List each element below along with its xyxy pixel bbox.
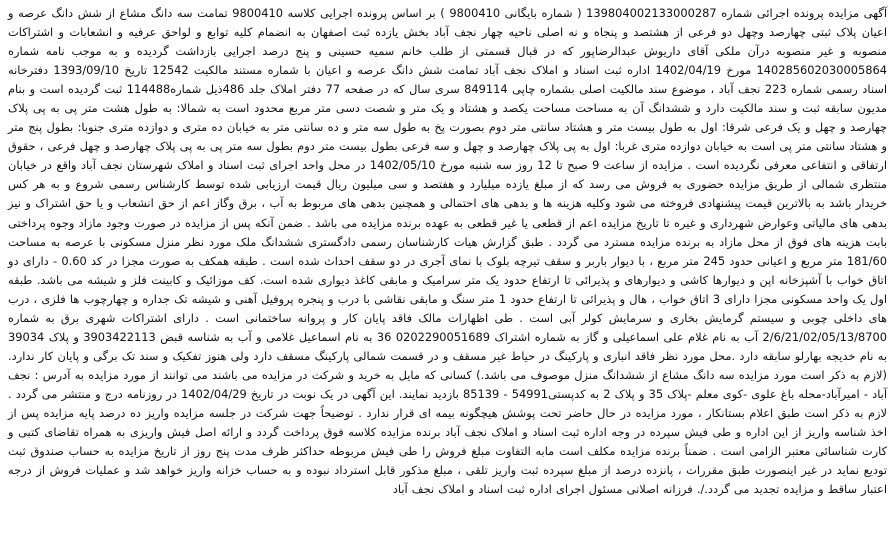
auction-notice-text: آگهی مزایده پرونده اجرائی شماره 139804002133000287 ( شماره بایگانی 9800410 ) بر اساس پرونده اجرایی کلاسه 9800410 تمامت سه دانگ مشاع از شش دانگ عرصه و اعیان پلاک ثبتی چهارصد وچهل دو فرعی از هشتصد و پنجاه و نه اصلی ناحیه چهار نجف آباد بخش یازده ثبت اصفهان به انضمام کلیه توابع و لواحق عرفیه و انشعابات و اشتراکات منصوبه و غیر منصوبه درآن ملکی آقای داریوش عبدالرضاپور که در قبال قسمتی از طلب خانم سمیه حسینی و پنج درصد اجرایی بازداشت گردیده و به موجب نامه شماره 14028560203000586‌4 مورخ 1402/04/19 اداره ثبت اسناد و املاک نجف آباد تمامت شش دانگ عرصه و اعیان با شماره مستند مالکیت 12542 تاریخ 1393/09/10 دفترخانه اسناد رسمی شماره 223 نجف آباد ، موضوع سند مالکیت اصلی بشماره چاپی 849114 سری سال که در صفحه 77 دفتر املاک جلد 486ذیل شماره114488 ثبت گردیده است و بنام مدیون سابقه ثبت و سند مالکیت دارد و ششدانگ آن به مساحت مساحت یکصد و هشتاد و یک متر و شصت دسی متر مربع محدود است به شمالا: به طول هشت متر پی به پی پلاک چهارصد و چهل و یک فرعی شرقا: اول به طول بیست متر و هشتاد سانتی متر دوم بصورت پخ به طول سه متر و ده سانتی متر به خیابان ده متری و دوازده متری جنوبا: بطول پنج متر و هشتاد سانتی متر پی است به خیابان دوازده متری غربا: اول به پی پلاک چهارصد و چهل و سه فرعی بطول بیست متر دوم بطول سه متر پی به پی پلاک چهارصد و چهل فرعی ، حقوق ارتفاقی و انتفاعی معرفی نگردیده است . مزایده از ساعت 9 صبح تا 12 روز سه شنبه مورخ 1402/05/10 در محل واحد اجرای ثبت اسناد و املاک شهرستان نجف آباد واقع در خیابان منتظری شمالی از طریق مزایده حضوری به فروش می رسد که از مبلغ یازده میلیارد و هفتصد و سی میلیون ریال قیمت ارزیابی شده توسط کارشناس رسمی شروع و به هر کس خریدار باشد به بالاترین قیمت پیشنهادی فروخته می شود وکلیه هزینه ها و بدهی های احتمالی و همچنین بدهی های مربوط به آب ، برق وگاز اعم از حق انشعاب و یا حق اشتراک و نیز بدهی های مالیاتی وعوارض شهرداری و غیره تا تاریخ مزایده اعم از قطعی یا غیر قطعی به عهده برنده مزایده می باشد . ضمن آنکه پس از مزایده در صورت وجود مازاد وجوه پرداختی بابت هزینه های فوق از محل مازاد به برنده مزایده مسترد می گردد . طبق گزارش هیات کارشناسان رسمی دادگستری ششدانگ ملک مورد نظر منزل مسکونی با عرصه به مساحت 181/60 متر مربع و اعیانی حدود 245 متر مربع ، با دیوار باربر و سقف تیرچه بلوک با نمای آجری در دو سقف احداث شده است . طبقه همکف به صورت مجزا در کد 0.60 - دارای دو اتاق خواب با آشپزخانه اپن و دیوارها کاشی و دیوارهای و پذیرائی تا ارتفاع حدود یک متر سرامیک و مابقی کاغذ دیواری شده است. کف موزائیک و کابینت فلز و شیشه می باشد. طبقه اول یک واحد مسکونی مجزا دارای 3 اتاق خواب ، هال و پذیرائی تا ارتفاع حدود 1 متر سنگ و مابقی نقاشی با درب و پنجره پروفیل آهنی و شیشه تک جداره و چهارچوب ها فلزی ، درب های داخلی چوبی و سیستم گرمایش بخاری و سرمایش کولر آبی است . طی اظهارات مالک فاقد پایان کار و پروانه ساختمانی است . دارای اشتراکات شهری برق به شماره 2/6/21/02/05/13/8700 آب به نام غلام علی اسماعیلی و گاز به شماره اشتراک 0202290051689 36 به نام اسماعیل غلامی و آب به شناسه قبض 3903422113 و پلاک 39034 به نام خدیجه بهارلو سابقه دارد .محل مورد نظر فاقد انباری و پارکینگ در حیاط غیر مسقف و در قسمت شمالی پارکینگ مسقف دارد ولی هنوز تفکیک و سند تک برگی و پایان کار ندارد.(لازم به ذکر است مورد مزایده سه دانگ مشاع از ششدانگ منزل موصوف می باشد.) کسانی که مایل به خرید و شرکت در مزایده می باشند می توانند از مورد مزایده به آدرس : نجف آباد - امیرآباد-محله باغ علوی -کوی معلم -پلاک 35 و پلاک 2 به کدپستی54991 - 85139 بازدید نمایند. این آگهی در یک نوبت در تاریخ 1402/04/29 در روزنامه درج و منتشر می گردد . لازم به ذکر است طبق اعلام بستانکار ، مورد مزایده در حال حاضر تحت پوشش هیچگونه بیمه ای قرار ندارد . توضیحاً جهت شرکت در جلسه مزایده واریز ده درصد پایه مزایده پس از اخذ شناسه واریز از این اداره و طی فیش سپرده در وجه اداره ثبت اسناد و املاک نجف آباد برنده مزایده کلاسه فوق پرداخت گردد و ارائه اصل فیش واریزی به همراه تقاضای کتبی و کارت شناسائی معتبر الزامی است . ضمناً برنده مزایده مکلف است مابه التفاوت مبلغ فروش را طی فیش مربوطه حداکثر ظرف مدت پنج روز از تاریخ مزایده به حساب صندوق ثبت تودیع نماید در غیر اینصورت طبق مقررات ، پانزده درصد از مبلغ سپرده ثبت واریز تلقی ، مبلغ مذکور قابل استرداد نبوده و به حساب خزانه واریز خواهد شد و عملیات فروش از درجه اعتبار ساقط و مزایده تجدید می گردد./. فرزانه اصلانی مسئول اجرای اداره ثبت اسناد و املاک نجف آباد: [8, 6, 888, 497]
